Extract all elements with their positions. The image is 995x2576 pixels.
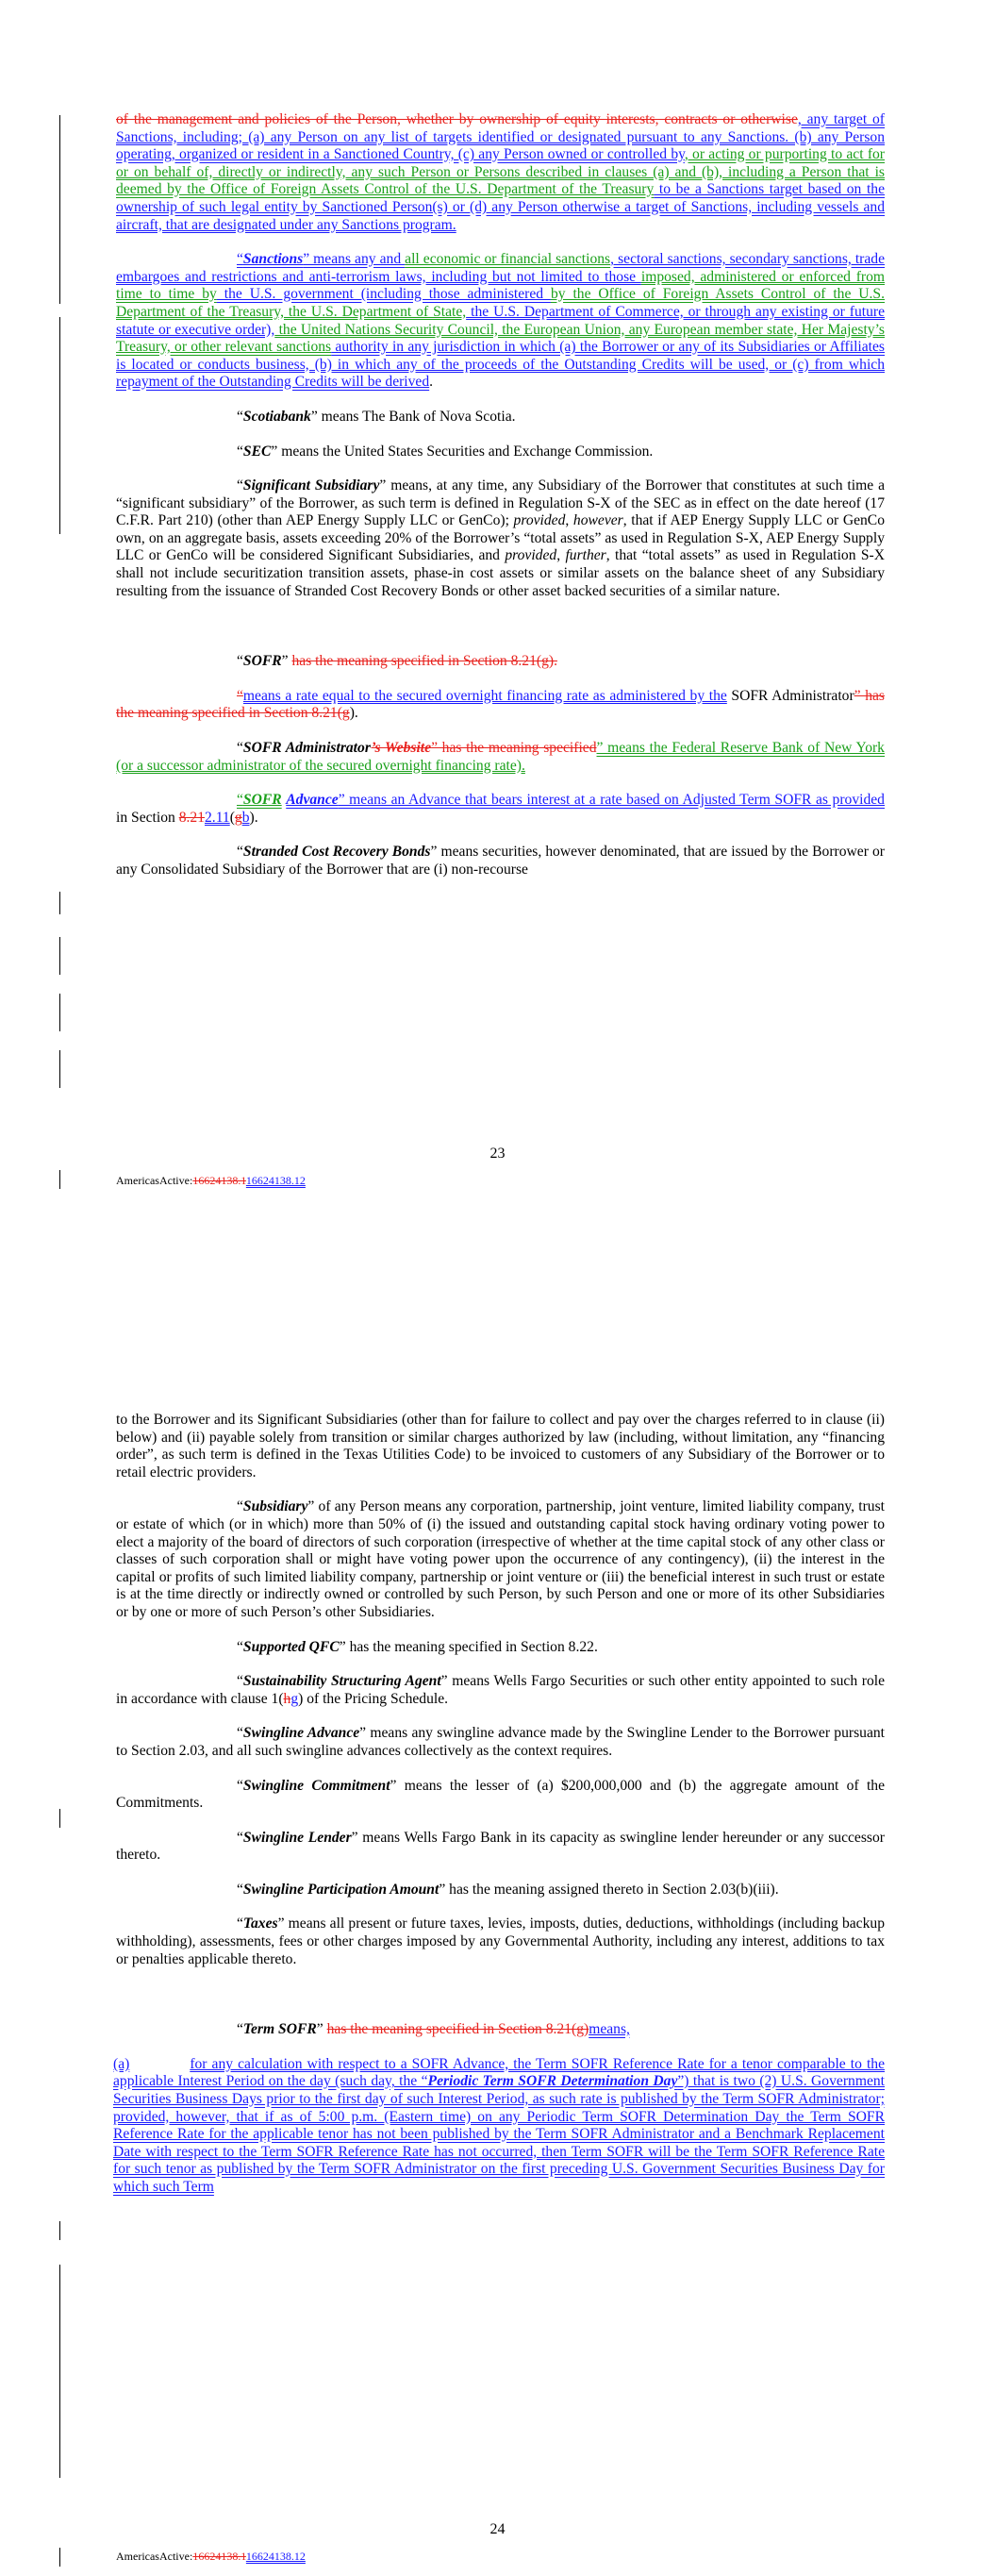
body-text: ” has the meaning assigned thereto in Section 2.03(b)(iii). (439, 1881, 779, 1898)
inserted-text: means, (589, 2021, 630, 2038)
body-text: “ (237, 653, 243, 670)
defined-term: Significant Subsidiary (242, 477, 380, 494)
body-text: ” means The Bank of Nova Scotia. (310, 408, 516, 425)
defined-term: SOFR Administrator (242, 740, 372, 757)
definition-paragraph (116, 1725, 885, 1760)
defined-term: Swingline Commitment (242, 1777, 390, 1794)
inserted-defined-term: Sanctions (242, 251, 304, 268)
body-text: ” means all present or future taxes, levies, imposts, duties, deductions, withholdings (including backup withholding), assessments, fees or other charges imposed by any Governmental Authority, including any interest, additions to tax or penalties applicable thereto. (116, 1915, 885, 1967)
body-text: ). (249, 809, 258, 826)
definition-paragraph (116, 844, 885, 878)
change-bar (59, 2548, 60, 2567)
defined-term: Stranded Cost Recovery Bonds (242, 844, 431, 861)
moved-defined-term: SOFR (242, 792, 282, 809)
definition-paragraph (116, 1882, 885, 1899)
change-bar (59, 2265, 60, 2478)
body-text: , that “total assets” as used in Regulation S-X shall not include securitization transition assets, phase-in cost assets or similar assets on the balance sheet of any Subsidiary resulting from the issuance of Stranded Cost Recovery Bonds or other asset backed securities of a similar nature. (116, 547, 885, 599)
body-text: “ (237, 443, 243, 460)
body-text: , that if AEP Energy Supply LLC or GenCo own, on an aggregate basis, assets exceeding 20% of the Borrower’s “total assets” as used in Regulation S-X, AEP Energy Supply LLC or GenCo will be considered Significant Subsidiaries, and (116, 512, 886, 564)
inserted-text: , any target of Sanctions, including; (a) any Person on any list of targets identified or designated pursuant to any Sanctions. (b) any Person operating, organized or resident in a Sanctioned Country, (c) any Person owned or controlled by (116, 111, 885, 163)
inserted-text: b (241, 809, 250, 826)
body-text: “ (237, 844, 243, 861)
deleted-text: “ (237, 687, 243, 704)
body-text: ” has the meaning specified in Section 8.22. (339, 1638, 598, 1655)
page-24 (0, 1227, 995, 2576)
italic-text: further (565, 547, 606, 564)
deleted-text: ” has the meaning specified in Section 8.21(g (116, 687, 885, 722)
body-text: ” means, at any time, any Subsidiary of the Borrower that constitutes at such time a “significant subsidiary” of the Borrower, as such term is defined in Regulation S-X of the SEC as in effect on the date hereof (17 C.F.R. Part 210) (other than AEP Energy Supply LLC or GenCo); (116, 477, 885, 529)
inserted-text: 2.11 (205, 809, 230, 826)
definition-paragraph (116, 792, 885, 827)
defined-term: SOFR (242, 653, 282, 670)
footer-prefix: AmericasActive: (116, 1174, 193, 1187)
defined-term: Swingline Participation Amount (242, 1881, 439, 1898)
definition-paragraph (116, 1639, 885, 1657)
body-text: in Section (116, 809, 179, 826)
body-text: “ (237, 477, 243, 494)
body-text: “ (237, 1725, 243, 1742)
definition-paragraph (113, 2056, 885, 2197)
deleted-text: g (234, 809, 242, 826)
definition-paragraph (116, 740, 885, 775)
change-bar (59, 115, 60, 304)
change-bar (59, 2221, 60, 2240)
moved-text: ” means the Federal Reserve Bank of New York (or a successor administrator of the secured overnight financing rate). (116, 740, 885, 774)
inserted-text: means a rate equal to the secured overnight financing rate as administered by the (242, 687, 727, 704)
body-text: “ (237, 1881, 243, 1898)
inserted-text: ”) that is two (2) U.S. Government Securities Business Days prior to the first day of such Interest Period, as such rate is published by the Term SOFR Administrator; provided, however, that if as of 5:00 p.m. (Eastern time) on any Periodic Term SOFR Determination Day the Term SOFR Reference Rate for the applicable tenor has not been published by the Term SOFR Administrator and a Benchmark Replacement Date with respect to the Term SOFR Reference Rate has not occurred, then Term SOFR will be the Term SOFR Reference Rate for such tenor as published by the Term SOFR Administrator on the first preceding U.S. Government Securities Business Day for which such Term (113, 2073, 885, 2195)
page-23 (0, 0, 995, 1227)
body-text: ” means Wells Fargo Bank in its capacity as swingline lender hereunder or any successor thereto. (116, 1829, 885, 1864)
body-text: “ (237, 1673, 243, 1690)
inserted-text: ” means any and (303, 251, 406, 268)
footer-prefix: AmericasActive: (116, 2550, 193, 2563)
body-text: ). (349, 705, 358, 722)
body-text: ” means Wells Fargo Securities or such other entity appointed to such role in accordance with clause 1( (116, 1673, 886, 1707)
inserted-defined-term: Advance (286, 792, 339, 809)
body-text: “ (237, 740, 243, 757)
section-gap (116, 617, 885, 653)
definition-paragraph (116, 2021, 885, 2039)
body-text: “ (237, 1777, 243, 1794)
inserted-text: ” means an Advance that bears interest at a rate based on Adjusted Term SOFR as provided (338, 792, 885, 809)
body-text: , (556, 547, 566, 564)
body-text: ” means the lesser of (a) $200,000,000 and (b) the aggregate amount of the Commitments. (116, 1777, 886, 1812)
footer-new-id: 16624138.12 (245, 2550, 306, 2563)
body-text: “ (237, 408, 243, 425)
defined-term: Term SOFR (242, 2021, 317, 2038)
definition-paragraph (116, 409, 885, 427)
defined-term: Swingline Lender (242, 1829, 352, 1846)
body-text: , (565, 512, 573, 529)
definition-paragraph (116, 1412, 885, 1481)
definition-paragraph (116, 1673, 885, 1708)
body-text: ” of any Person means any corporation, partnership, joint venture, limited liability company, trust or estate of which (or in which) more than 50% of (i) the issued and outstanding capital stock having ordinary voting power to elect a majority of the board of directors of such corporation (irrespective of whether at the time capital stock of any other class or classes of such corporation shall or might have voting power upon the occurrence of any contingency), (ii) the interest in the capital or profits of such limited liability company, partnership or joint venture or (iii) the beneficial interest in such trust or estate is at the time directly or indirectly owned or controlled by such Person, by such Person and one or more of its other Subsidiaries or by one or more of such Person’s other Subsidiaries. (116, 1498, 885, 1620)
footer-old-id: 16624138.1 (192, 2550, 246, 2563)
inserted-text: the U.S. Department of Commerce, or through any existing or future statute or executive order), (116, 303, 885, 338)
body-text: ” means any swingline advance made by the Swingline Lender to the Borrower pursuant to Section 2.03, and all such swingline advances collectively as the context requires. (116, 1725, 885, 1759)
definition-paragraph (116, 443, 885, 461)
body-text: ( (229, 809, 235, 826)
inserted-text: authority in any jurisdiction in which (a) the Borrower or any of its Subsidiaries or Affiliates is located or conducts business, (b) in which any of the proceeds of the Outstanding Credits will be used, or (c) from which repayment of the Outstanding Credits will be derived (116, 339, 885, 391)
body-text: “ (237, 1829, 243, 1846)
inserted-text: , sectoral sanctions, secondary sanctions, trade embargoes and restrictions and anti-terrorism laws, including but not limited to those (116, 251, 885, 285)
change-bar (59, 892, 60, 914)
inserted-text: for any calculation with respect to a SOFR Advance, the Term SOFR Reference Rate for a tenor comparable to the applicable Interest Period on the day (such day, the “ (113, 2055, 885, 2090)
body-text: ” (316, 2021, 327, 2038)
definition-paragraph (116, 1830, 885, 1865)
change-bar (59, 1170, 60, 1189)
defined-term: Swingline Advance (242, 1725, 360, 1742)
footer-docid (116, 2550, 306, 2564)
definition-paragraph (116, 477, 885, 600)
inserted-text: g (290, 1690, 299, 1707)
defined-term: Scotiabank (242, 408, 311, 425)
page-24-body (113, 1412, 886, 2214)
body-text: “ (237, 2021, 243, 2038)
body-text: ” means the United States Securities and Exchange Commission. (271, 443, 654, 460)
deleted-text: of the management and policies of the Person, whether by ownership of equity interests, contracts or otherwise (116, 111, 798, 127)
deleted-defined-term: ’s Website (371, 740, 432, 757)
body-text: “ (237, 1498, 243, 1515)
moved-text: all economic or financial sanctions (405, 251, 611, 268)
page-number: 24 (489, 2521, 506, 2537)
definition-paragraph (116, 1915, 885, 1968)
body-text: “ (237, 1638, 243, 1655)
change-bar (59, 1050, 60, 1088)
body-text: to the Borrower and its Significant Subsidiaries (other than for failure to collect and pay over the charges referred to in clause (ii) below) and (ii) payable solely from transition or similar charges authorized by law (including, without limitation, any “financing order”, as such term is defined in the Texas Utilities Code) to be invoiced to customers of any Subsidiary of the Borrower or to retail electric providers. (116, 1412, 885, 1480)
body-text: ) of the Pricing Schedule. (298, 1690, 449, 1707)
inserted-text: to be a Sanctions target based on the ownership of such legal entity by Sanctioned Person(s) or (d) any Person otherwise a target of Sanctions, including vessels and aircraft, that are designated under any Sanctions program. (116, 181, 885, 233)
inserted-text: “ (237, 251, 243, 268)
defined-term: Taxes (242, 1915, 278, 1932)
defined-term: SEC (242, 443, 272, 460)
change-bar (59, 1809, 60, 1828)
body-text: ” (281, 653, 292, 670)
body-text: SOFR Administrator (726, 687, 854, 704)
italic-text: however (572, 512, 623, 529)
italic-text: provided (513, 512, 566, 529)
change-bar (59, 937, 60, 975)
definition-paragraph (116, 251, 885, 392)
moved-text: “ (237, 792, 243, 809)
change-bar (59, 317, 60, 534)
moved-text: the United Nations Security Council, the European Union, any European member state, Her Majesty’s Treasury, or other relevant sanctions (116, 321, 885, 356)
inserted-text: (a) (113, 2055, 130, 2072)
change-bar (59, 994, 60, 1031)
italic-text: provided (505, 547, 557, 564)
definition-paragraph (116, 1498, 885, 1621)
body-text: . (429, 374, 434, 391)
moved-text: , or acting or purporting to act for or on behalf of, directly or indirectly, any such Person or Persons described in clauses (a) and (b), including a Person that is deemed by the Office of Foreign Assets Control of the U.S. Department of the Treasury (116, 146, 885, 198)
deleted-text: h (283, 1690, 291, 1707)
defined-term: Sustainability Structuring Agent (242, 1673, 441, 1690)
definition-paragraph (116, 688, 885, 723)
deleted-text: has the meaning specified in Section 8.21(g). (291, 653, 557, 670)
page-number: 23 (489, 1146, 506, 1162)
defined-term: Supported QFC (242, 1638, 340, 1655)
defined-term: Subsidiary (242, 1498, 308, 1515)
inserted-defined-term: Periodic Term SOFR Determination Day (427, 2073, 678, 2090)
deleted-text: ” has the meaning specified (431, 740, 597, 757)
deleted-text: has the meaning specified in Section 8.21(g) (326, 2021, 589, 2038)
section-gap (116, 1985, 885, 2021)
inserted-text: the U.S. government (including those administered (216, 286, 551, 303)
body-text: ” means securities, however denominated, that are issued by the Borrower or any Consolidated Subsidiary of the Borrower that are (i) non-recourse (116, 844, 885, 878)
definition-paragraph (116, 1778, 885, 1813)
page-23-body (116, 111, 885, 896)
moved-text: imposed, administered or enforced from time to time by (116, 268, 886, 303)
definition-paragraph (116, 111, 885, 234)
footer-new-id: 16624138.12 (245, 1174, 306, 1187)
definition-paragraph (116, 653, 885, 671)
footer-old-id: 16624138.1 (192, 1174, 246, 1187)
body-text: “ (237, 1915, 243, 1932)
deleted-text: 8.21 (178, 809, 205, 826)
moved-text: by the Office of Foreign Assets Control of the U.S. Department of the Treasury, the U.S. Department of State, (116, 286, 886, 320)
footer-docid (116, 1174, 306, 1188)
